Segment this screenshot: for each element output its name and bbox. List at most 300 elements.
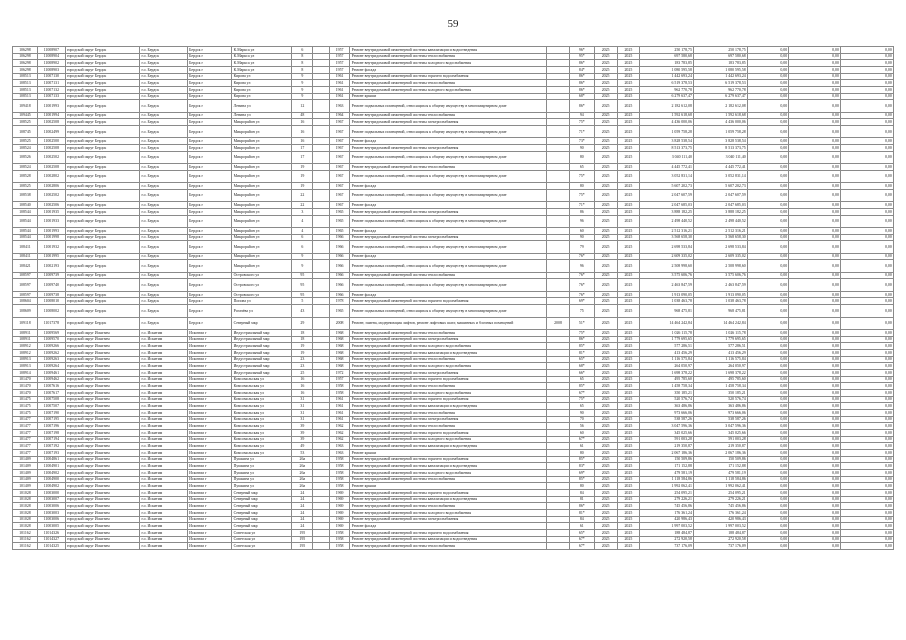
table-cell: городской округ Искитим [65, 343, 140, 350]
table-cell [313, 483, 330, 490]
table-cell: 3 888 182,25 [640, 208, 694, 215]
table-cell: 0,00 [747, 170, 788, 182]
table-cell: 0,00 [841, 363, 894, 370]
table-cell: 2025 [594, 241, 617, 253]
table-cell: 1965 [329, 215, 350, 227]
table-cell: 3 828 538,54 [640, 138, 694, 145]
table-cell: 0,00 [747, 470, 788, 477]
table-cell: Ремонт внутридомовой инженерной системы холодного водоснабжения [350, 510, 547, 517]
table-cell: Кирова ул [232, 87, 292, 94]
table-cell: 16 [292, 383, 313, 390]
table-cell: городской округ Искитим [65, 403, 140, 410]
table-cell: 2025 [617, 189, 640, 201]
table-cell: 75* [569, 396, 594, 403]
table-cell: Ремонт фасада [350, 228, 547, 235]
table-cell [313, 126, 330, 138]
table-cell: 108604 [13, 298, 38, 305]
table-cell: 56 [569, 423, 594, 430]
table-cell: Комсомольская ул [232, 389, 292, 396]
table-row [13, 208, 894, 215]
table-cell: г.о. Бердск [140, 272, 188, 279]
table-cell: 101409 [13, 470, 38, 477]
table-cell: Советская ул [232, 543, 292, 550]
table-cell: 11007616 [37, 383, 65, 390]
table-cell: 2025 [594, 208, 617, 215]
table-cell: 0,00 [841, 356, 894, 363]
table-cell: 1961 [329, 403, 350, 410]
table-cell: 520 576,74 [640, 396, 694, 403]
table-cell: Искитим г [187, 456, 232, 463]
table-cell: 101470 [13, 383, 38, 390]
table-row [13, 53, 894, 60]
table-cell: 279 226,21 [640, 496, 694, 503]
table-cell: 11007190 [37, 409, 65, 416]
table-cell: 0,00 [841, 423, 894, 430]
table-cell: 2025 [617, 234, 640, 241]
table-cell: 272 920,58 [694, 536, 748, 543]
table-cell: 11007507 [37, 403, 65, 410]
table-cell: 1 458 758,34 [694, 383, 748, 390]
table-cell: 108597 [13, 291, 38, 298]
table-cell: 86* [569, 87, 594, 94]
table-cell: Бердск г [187, 151, 232, 163]
table-cell [313, 241, 330, 253]
table-cell: 11003006 [37, 503, 65, 510]
table-cell: 76* [569, 272, 594, 279]
table-cell: 0,00 [747, 429, 788, 436]
table-cell: г.о. Бердск [140, 183, 188, 190]
table-cell: 61 [569, 523, 594, 530]
table-cell: 1969 [329, 516, 350, 523]
table-cell: 1 080 595,58 [694, 67, 748, 74]
table-cell: 68* [569, 93, 594, 100]
table-cell: городской округ Искитим [65, 523, 140, 530]
table-cell [547, 409, 570, 416]
table-cell: Ремонт внутридомовой инженерной системы канализации и водоотведения [350, 443, 547, 450]
table-cell: 2025 [594, 305, 617, 317]
table-cell: г.о. Бердск [140, 260, 188, 272]
page-number: 59 [447, 18, 459, 30]
table-cell: 26а [292, 463, 313, 470]
table-cell: Искитим г [187, 329, 232, 336]
table-cell: 2 067 186,36 [640, 450, 694, 457]
table-cell: 9 [292, 260, 313, 272]
table-cell: 26а [292, 470, 313, 477]
table-cell: Бердск г [187, 126, 232, 138]
table-cell: 0,00 [841, 536, 894, 543]
table-cell: 1961 [329, 409, 350, 416]
table-cell: Бердск г [187, 73, 232, 80]
table-cell: 0,00 [789, 403, 841, 410]
table-cell: Микрорайон ул [232, 253, 292, 260]
table-cell: 0,00 [841, 67, 894, 74]
table-cell: 0,00 [747, 202, 788, 209]
table-cell [313, 228, 330, 235]
table-cell: 6 [292, 47, 313, 54]
table-row [13, 145, 894, 152]
table-row [13, 463, 894, 470]
table-cell [313, 138, 330, 145]
table-cell: 0,00 [747, 396, 788, 403]
table-cell: 85* [569, 383, 594, 390]
table-cell: 1957 [329, 67, 350, 74]
table-cell: 11002508 [37, 119, 65, 126]
table-cell: 0,00 [841, 490, 894, 497]
table-cell: 0,00 [789, 164, 841, 171]
table-cell: 2025 [617, 396, 640, 403]
table-cell: 0,00 [789, 234, 841, 241]
table-cell: 0,00 [841, 416, 894, 423]
table-cell: 697 580,68 [694, 53, 748, 60]
table-cell: Попова ул [232, 298, 292, 305]
table-cell: 2025 [594, 416, 617, 423]
table-cell: г.о. Бердск [140, 305, 188, 317]
table-cell: 95 [292, 291, 313, 298]
table-cell: 5 607 202,73 [640, 183, 694, 190]
table-cell: городской округ Бердск [65, 183, 140, 190]
table-cell: 80 [569, 151, 594, 163]
table-cell: Ремонт крыши [350, 483, 547, 490]
table-row [13, 272, 894, 279]
table-cell: Микрорайон ул [232, 119, 292, 126]
table-cell: 6 519 378,53 [640, 80, 694, 87]
table-row [13, 363, 894, 370]
table-cell: 0,00 [747, 329, 788, 336]
table-cell [313, 363, 330, 370]
table-cell: 0,00 [789, 241, 841, 253]
table-cell: 101477 [13, 436, 38, 443]
table-cell: 0,00 [789, 510, 841, 517]
registry-table-container [12, 46, 894, 636]
table-cell: 11002500 [37, 138, 65, 145]
table-cell: 2 512 316,21 [640, 228, 694, 235]
table-cell: 962 770,78 [640, 87, 694, 94]
table-cell: 2025 [617, 305, 640, 317]
table-cell: г.о. Бердск [140, 73, 188, 80]
table-cell: 85* [569, 456, 594, 463]
table-cell: Ремонт внутридомовой инженерной системы холодного водоснабжения [350, 60, 547, 67]
table-cell: 0,00 [841, 530, 894, 537]
table-cell [313, 396, 330, 403]
table-cell: Бердск г [187, 80, 232, 87]
table-cell: 108912 [13, 349, 38, 356]
table-cell: 83* [569, 463, 594, 470]
table-row [13, 151, 894, 163]
table-cell: 2025 [617, 215, 640, 227]
table-cell: 538 587,26 [694, 416, 748, 423]
table-cell: 0,00 [789, 317, 841, 329]
table-cell: 0,00 [747, 423, 788, 430]
table-cell: 2025 [594, 112, 617, 119]
table-cell [547, 403, 570, 410]
table-cell: 2 047 607,59 [640, 189, 694, 201]
table-cell: Искитим г [187, 349, 232, 356]
table-cell: 11007193 [37, 450, 65, 457]
table-cell: г.о. Бердск [140, 228, 188, 235]
table-cell: Островского ул [232, 279, 292, 291]
table-row [13, 429, 894, 436]
table-cell: Искитим г [187, 536, 232, 543]
table-cell: 0,00 [841, 516, 894, 523]
table-cell [313, 336, 330, 343]
table-cell: 75* [569, 189, 594, 201]
table-cell: 0,00 [747, 409, 788, 416]
table-cell: Ремонт внутридомовой инженерной системы теплоснабжения [350, 329, 547, 336]
table-cell: Комсомольская ул [232, 423, 292, 430]
table-cell: 11001994 [37, 112, 65, 119]
table-cell: 11001932 [37, 241, 65, 253]
table-cell [313, 272, 330, 279]
table-cell: 264 050,97 [640, 363, 694, 370]
table-cell: Комсомольская ул [232, 436, 292, 443]
table-cell: Бердск г [187, 215, 232, 227]
table-cell: 0,00 [789, 329, 841, 336]
table-cell: Ремонт подвальных помещений, относящихся к общему имуществу в многоквартирном доме [350, 100, 547, 112]
table-cell: 345 025,66 [640, 429, 694, 436]
table-cell: 737 176,09 [694, 543, 748, 550]
table-cell: 2025 [617, 490, 640, 497]
table-cell: г.о. Бердск [140, 60, 188, 67]
table-cell [313, 67, 330, 74]
table-cell: 0,00 [747, 376, 788, 383]
table-cell: Пушкина ул [232, 456, 292, 463]
table-cell: Микрорайон ул [232, 215, 292, 227]
table-cell: 2025 [617, 403, 640, 410]
table-cell: Ремонт внутридомовой инженерной системы электроснабжения [350, 145, 547, 152]
table-cell: Бердск г [187, 93, 232, 100]
table-cell [313, 496, 330, 503]
table-cell: 19 [292, 164, 313, 171]
table-cell: 11009461 [37, 369, 65, 376]
table-cell: 591 003,28 [640, 436, 694, 443]
table-cell: городской округ Бердск [65, 53, 140, 60]
table-row [13, 215, 894, 227]
table-cell: 2025 [617, 241, 640, 253]
table-cell: 108525 [13, 138, 38, 145]
table-cell: Бердск г [187, 208, 232, 215]
table-cell: 2025 [594, 80, 617, 87]
table-cell: 2025 [617, 112, 640, 119]
table-cell: 2025 [617, 279, 640, 291]
table-cell: 150 509,86 [694, 456, 748, 463]
table-cell: 2025 [594, 470, 617, 477]
table-cell: 2025 [617, 298, 640, 305]
table-cell [547, 523, 570, 530]
table-cell: Искитим г [187, 483, 232, 490]
table-cell: 11001998 [37, 234, 65, 241]
table-cell [547, 241, 570, 253]
table-cell: Бердск г [187, 170, 232, 182]
table-cell: Искитим г [187, 396, 232, 403]
table-cell: Ленина ул [232, 100, 292, 112]
table-cell: 2025 [594, 126, 617, 138]
table-cell [313, 151, 330, 163]
table-cell: 2008 [329, 317, 350, 329]
table-cell: г.о. Бердск [140, 253, 188, 260]
table-cell [547, 183, 570, 190]
table-cell: городской округ Бердск [65, 170, 140, 182]
table-cell: 1 059 758,28 [640, 126, 694, 138]
table-cell: Ремонт внутридомовой инженерной системы теплоснабжения [350, 423, 547, 430]
table-cell: 11008903 [37, 67, 65, 74]
table-cell: 0,00 [789, 343, 841, 350]
table-cell: 79 [569, 241, 594, 253]
table-cell: 1966 [329, 241, 350, 253]
table-cell: 2025 [594, 403, 617, 410]
table-cell [547, 349, 570, 356]
table-cell: 2025 [594, 463, 617, 470]
table-cell: 2025 [617, 429, 640, 436]
table-cell: 84* [569, 67, 594, 74]
table-cell: 0,00 [747, 530, 788, 537]
table-cell: Ремонт фасада [350, 67, 547, 74]
table-cell: Индустриальный мкр [232, 336, 292, 343]
table-cell: городской округ Искитим [65, 396, 140, 403]
table-cell: Искитим г [187, 503, 232, 510]
table-cell: 250 178,75 [694, 47, 748, 54]
table-cell: Ремонт внутридомовой инженерной системы теплоснабжения [350, 476, 547, 483]
table-cell: 0,00 [747, 543, 788, 550]
table-cell: Комсомольская ул [232, 443, 292, 450]
table-cell: 1962 [329, 423, 350, 430]
table-cell: Бердск г [187, 234, 232, 241]
table-cell: 11002508 [37, 145, 65, 152]
table-cell: 2025 [617, 376, 640, 383]
table-cell: 17 [292, 145, 313, 152]
table-cell: 1969 [329, 496, 350, 503]
table-cell: 108528 [13, 170, 38, 182]
table-cell: Искитим г [187, 523, 232, 530]
table-cell: 2025 [594, 383, 617, 390]
table-cell: Искитим г [187, 516, 232, 523]
table-cell [313, 279, 330, 291]
table-cell: 108544 [13, 208, 38, 215]
table-cell: 2025 [617, 119, 640, 126]
table-cell: Ремонт фасада [350, 291, 547, 298]
table-cell: 0,00 [747, 496, 788, 503]
table-cell: 0,00 [841, 73, 894, 80]
table-cell: 0,00 [789, 189, 841, 201]
table-cell: 108911 [13, 336, 38, 343]
table-cell: 1966 [329, 260, 350, 272]
table-cell: 0,00 [841, 47, 894, 54]
table-cell: 0,00 [841, 383, 894, 390]
table-cell: 2025 [617, 202, 640, 209]
table-cell: 1961 [329, 93, 350, 100]
table-cell: 0,00 [789, 383, 841, 390]
table-cell: 0,00 [841, 503, 894, 510]
table-cell: 0,00 [747, 53, 788, 60]
table-cell: Ремонт внутридомовой инженерной системы горячего водоснабжения [350, 298, 547, 305]
table-cell: 2025 [617, 389, 640, 396]
table-cell: 11007194 [37, 436, 65, 443]
table-cell: 0,00 [747, 383, 788, 390]
table-cell: 1 026 115,78 [640, 329, 694, 336]
table-cell: К.Маркса ул [232, 53, 292, 60]
table-cell: 101028 [13, 516, 38, 523]
table-cell: городской округ Бердск [65, 145, 140, 152]
table-cell: 2025 [617, 523, 640, 530]
table-cell: 0,00 [841, 145, 894, 152]
table-cell: г.о. Искитим [140, 543, 188, 550]
table-cell [313, 456, 330, 463]
table-cell [547, 363, 570, 370]
table-cell: 0,00 [747, 80, 788, 87]
table-cell: Микрорайон ул [232, 170, 292, 182]
table-cell: 48 [292, 112, 313, 119]
table-cell: 2025 [617, 60, 640, 67]
table-cell: 2025 [594, 317, 617, 329]
table-cell: 0,00 [789, 272, 841, 279]
table-row [13, 376, 894, 383]
table-cell [547, 496, 570, 503]
table-cell: 108913 [13, 356, 38, 363]
table-cell: 108513 [13, 87, 38, 94]
table-cell: 195 [292, 530, 313, 537]
table-cell: 85* [569, 343, 594, 350]
table-cell: Ремонт подвальных помещений, относящихся к общему имуществу в многоквартирном доме [350, 151, 547, 163]
table-cell: 101477 [13, 443, 38, 450]
table-row [13, 396, 894, 403]
table-cell: 420 986,43 [640, 516, 694, 523]
table-cell: 11009569 [37, 329, 65, 336]
table-cell: 0,00 [789, 67, 841, 74]
table-cell: 1969 [329, 503, 350, 510]
table-cell: Искитим г [187, 343, 232, 350]
table-cell: Искитим г [187, 356, 232, 363]
table-cell: 0,00 [789, 443, 841, 450]
table-cell: 1963 [329, 443, 350, 450]
table-cell: Ремонт внутридомовой инженерной системы теплоснабжения [350, 272, 547, 279]
table-cell: городской округ Бердск [65, 112, 140, 119]
table-cell: 0,00 [841, 349, 894, 356]
table-cell: г.о. Бердск [140, 189, 188, 201]
table-cell: 0,00 [841, 470, 894, 477]
table-cell: 0,00 [747, 73, 788, 80]
table-cell: 106298 [13, 60, 38, 67]
table-cell [313, 416, 330, 423]
table-cell: 0,00 [747, 349, 788, 356]
table-cell: 0,00 [789, 298, 841, 305]
table-cell: городской округ Бердск [65, 228, 140, 235]
table-cell: г.о. Бердск [140, 126, 188, 138]
table-cell: 176 361,24 [640, 510, 694, 517]
table-cell: 8 [292, 53, 313, 60]
table-cell: Микрорайон ул [232, 126, 292, 138]
table-row [13, 260, 894, 272]
table-cell: 1 116 575,84 [640, 356, 694, 363]
table-cell: городской округ Бердск [65, 241, 140, 253]
table-cell: 2025 [594, 456, 617, 463]
table-cell: Ремонт внутридомовой инженерной системы холодного водоснабжения [350, 389, 547, 396]
table-cell: 75* [569, 170, 594, 182]
table-cell: г.о. Бердск [140, 317, 188, 329]
table-cell: 2025 [594, 260, 617, 272]
table-cell: Искитим г [187, 336, 232, 343]
table-cell: 90 [569, 145, 594, 152]
table-cell: 254 095,21 [640, 490, 694, 497]
table-cell [547, 490, 570, 497]
table-cell: 2025 [594, 87, 617, 94]
table-row [13, 67, 894, 74]
table-cell: 1962 [329, 429, 350, 436]
table-cell: г.о. Искитим [140, 369, 188, 376]
table-cell: Комсомольская ул [232, 429, 292, 436]
table-cell: 60 [569, 228, 594, 235]
table-row [13, 543, 894, 550]
table-cell: 11014327 [37, 536, 65, 543]
table-row [13, 450, 894, 457]
